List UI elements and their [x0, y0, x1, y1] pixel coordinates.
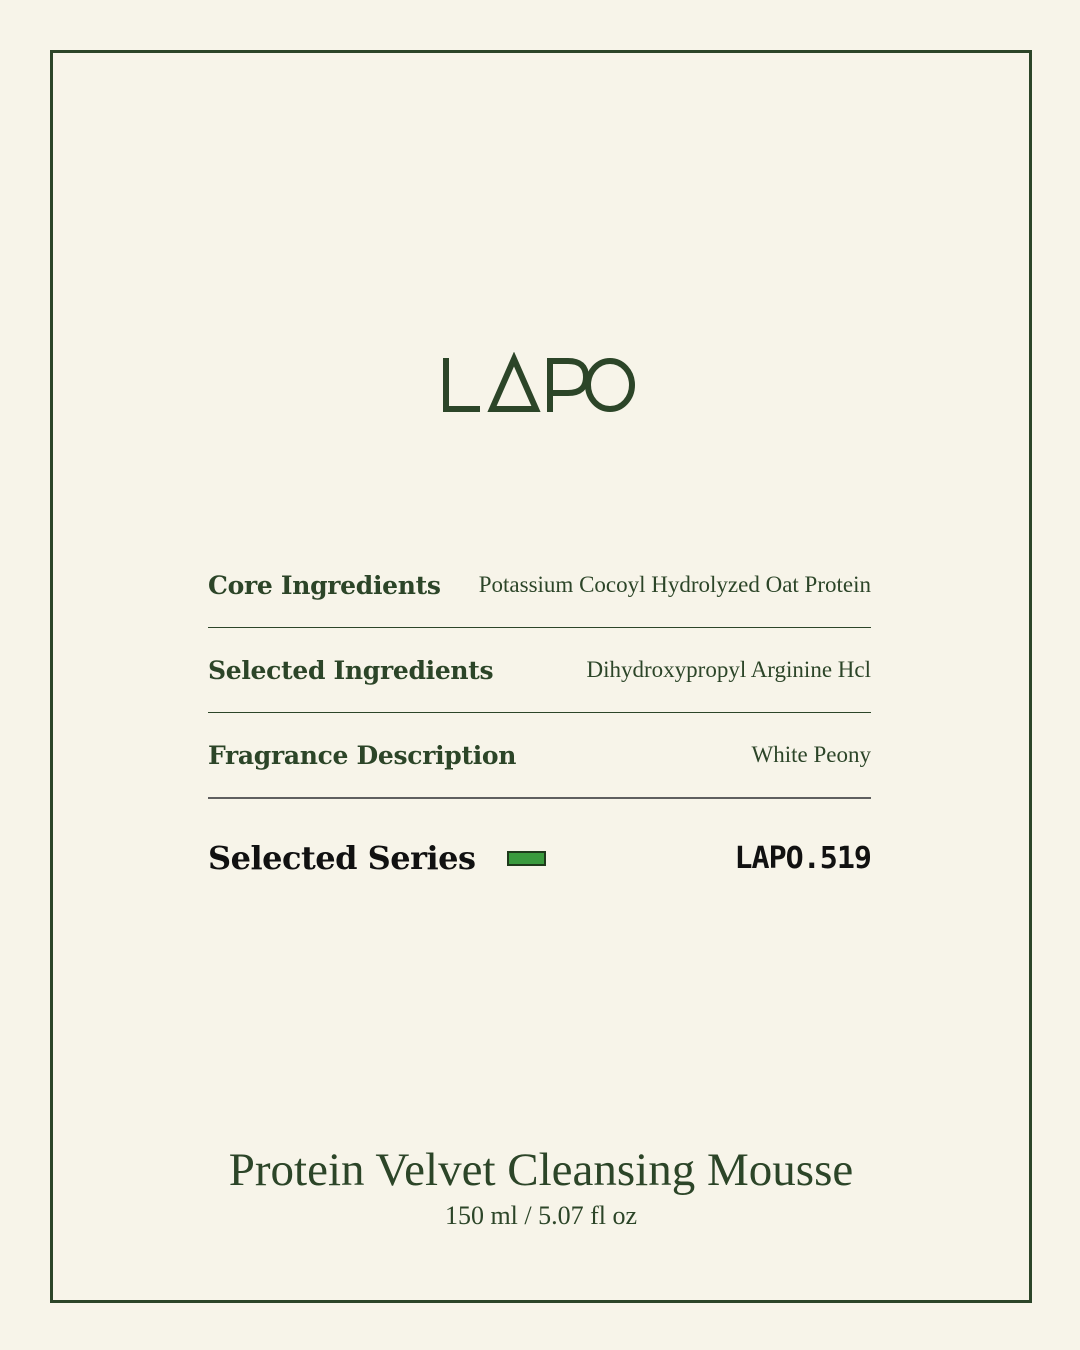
detail-value: White Peony	[751, 742, 871, 767]
detail-value: Dihydroxypropyl Arginine Hcl	[586, 657, 871, 682]
series-color-swatch	[507, 851, 546, 866]
detail-row-selected-ingredients	[208, 628, 871, 713]
product-name: Protein Velvet Cleansing Mousse	[228, 1144, 854, 1196]
detail-value: Potassium Cocoyl Hydrolyzed Oat Protein	[478, 572, 871, 597]
detail-row-core-ingredients	[208, 543, 871, 628]
series-code: LAPO.519	[734, 840, 871, 876]
detail-row-fragrance	[208, 713, 871, 799]
detail-label: Core Ingredients	[208, 570, 441, 600]
detail-label: Selected Ingredients	[208, 655, 494, 685]
product-info	[53, 1140, 1029, 1232]
series-label: Selected Series	[208, 839, 476, 877]
brand-logo	[440, 352, 640, 418]
product-size: 150 ml / 5.07 fl oz	[444, 1201, 638, 1230]
selected-series	[208, 832, 871, 884]
detail-label: Fragrance Description	[208, 740, 517, 770]
details-list	[208, 543, 871, 799]
